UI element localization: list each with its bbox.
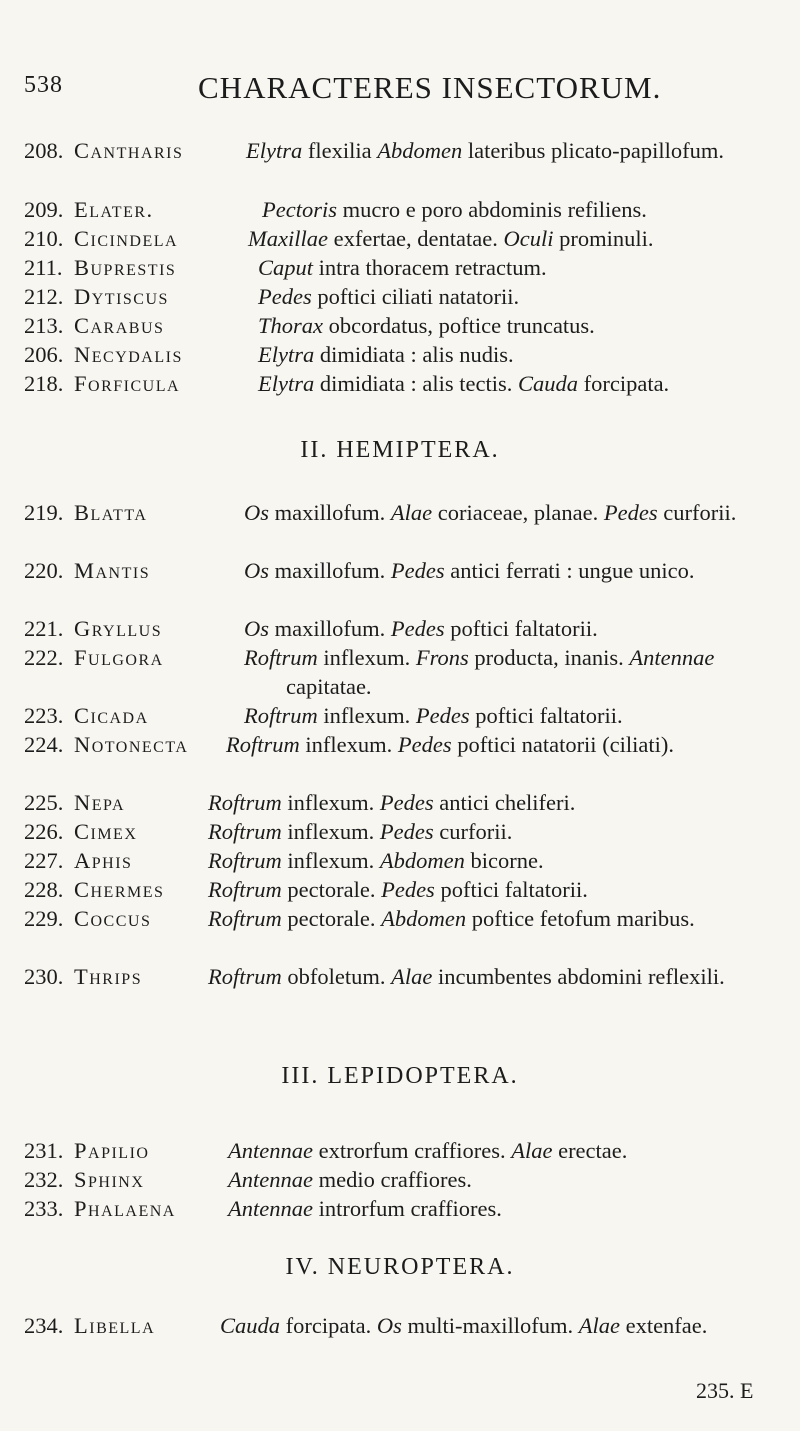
genus-name: Phalaena [74, 1196, 176, 1221]
genus-name: Papilio [74, 1138, 150, 1163]
entry-number: 209. [24, 197, 64, 222]
entry-description: Roftrum inflexum. Abdomen bicorne. [208, 848, 544, 873]
genus-name: Chermes [74, 877, 165, 902]
entry-number: 208. [24, 138, 64, 163]
entry-description: Cauda forcipata. Os multi-maxillofum. Alae extenfae. [220, 1313, 708, 1338]
genus-name: Dytiscus [74, 284, 169, 309]
entry-description: Roftrum obfoletum. Alae incumbentes abdomini reflexili. [208, 964, 725, 989]
entry-number: 211. [24, 255, 63, 280]
entry-description: Elytra dimidiata : alis tectis. Cauda forcipata. [258, 371, 670, 396]
entry-description: Roftrum pectorale. Abdomen poftice fetofum maribus. [208, 906, 695, 931]
entry-number: 219. [24, 500, 64, 525]
entry-number: 234. [24, 1313, 64, 1338]
genus-name: Blatta [74, 500, 148, 525]
genus-name: Buprestis [74, 255, 177, 280]
genus-name: Cimex [74, 819, 138, 844]
entry-description: Antennae introrfum craffiores. [228, 1196, 502, 1221]
genus-name: Cicindela [74, 226, 179, 251]
genus-name: Necydalis [74, 342, 183, 367]
entry-number: 212. [24, 284, 64, 309]
entry-number: 220. [24, 558, 64, 583]
genus-name: Thrips [74, 964, 143, 989]
entry-number: 221. [24, 616, 64, 641]
page-title: CHARACTERES INSECTORUM. [198, 70, 662, 105]
entry-number: 230. [24, 964, 64, 989]
entry-description: Roftrum pectorale. Pedes poftici faltatorii. [208, 877, 588, 902]
section-heading-hemiptera: II. HEMIPTERA. [300, 437, 500, 463]
entry-description: Caput intra thoracem retractum. [258, 255, 547, 280]
entry-description: Roftrum inflexum. Pedes antici cheliferi. [208, 790, 576, 815]
entry-description: Antennae medio craffiores. [228, 1167, 472, 1192]
page-number: 538 [24, 72, 63, 98]
entry-number: 206. [24, 342, 64, 367]
catchword-signature: 235. E [696, 1378, 754, 1403]
entry-number: 210. [24, 226, 64, 251]
entry-description: Elytra dimidiata : alis nudis. [258, 342, 514, 367]
section-heading-neuroptera: IV. NEUROPTERA. [285, 1254, 515, 1280]
entry-number: 218. [24, 371, 64, 396]
genus-name: Carabus [74, 313, 165, 338]
entry-description: Roftrum inflexum. Pedes poftici natatorii (ciliati). [226, 732, 675, 757]
genus-name: Sphinx [74, 1167, 145, 1192]
genus-name: Nepa [74, 790, 126, 815]
genus-name: Elater. [74, 197, 154, 222]
entry-number: 225. [24, 790, 64, 815]
entry-number: 222. [24, 645, 64, 670]
genus-name: Notonecta [74, 732, 189, 757]
genus-name: Mantis [74, 558, 151, 583]
running-head [24, 72, 790, 112]
entry-description: Antennae extrorfum craffiores. Alae erectae. [228, 1138, 628, 1163]
genus-name: Coccus [74, 906, 152, 931]
entry-number: 233. [24, 1196, 64, 1221]
entry-number: 224. [24, 732, 64, 757]
entry-description: Roftrum inflexum. Pedes poftici faltatorii. [244, 703, 623, 728]
entry-number: 213. [24, 313, 64, 338]
entry-description: Roftrum inflexum. Frons producta, inanis. Antennae capitatae. [244, 645, 715, 699]
entry-number: 231. [24, 1138, 64, 1163]
genus-name: Gryllus [74, 616, 163, 641]
entry-description: Thorax obcordatus, poftice truncatus. [258, 313, 595, 338]
entry-description: Maxillae exfertae, dentatae. Oculi prominuli. [248, 226, 654, 251]
entry-number: 228. [24, 877, 64, 902]
entry-number: 229. [24, 906, 64, 931]
entry-description: Pedes poftici ciliati natatorii. [258, 284, 520, 309]
genus-name: Cantharis [74, 138, 184, 163]
entry-number: 226. [24, 819, 64, 844]
genus-name: Aphis [74, 848, 133, 873]
genus-name: Libella [74, 1313, 156, 1338]
entry-description: Roftrum inflexum. Pedes curforii. [208, 819, 513, 844]
entry-number: 227. [24, 848, 64, 873]
entry-description: Os maxillofum. Alae coriaceae, planae. Pedes curforii. [244, 500, 737, 525]
genus-name: Forficula [74, 371, 181, 396]
genus-name: Fulgora [74, 645, 164, 670]
genus-name: Cicada [74, 703, 149, 728]
entry-number: 223. [24, 703, 64, 728]
entry-number: 232. [24, 1167, 64, 1192]
entry-description: Pectoris mucro e poro abdominis refiliens. [262, 197, 647, 222]
entry-description: Os maxillofum. Pedes antici ferrati : ungue unico. [244, 558, 695, 583]
section-heading-lepidoptera: III. LEPIDOPTERA. [281, 1063, 519, 1089]
entry-description: Os maxillofum. Pedes poftici faltatorii. [244, 616, 598, 641]
entry-description: Elytra flexilia Abdomen lateribus plicato-papillofum. [246, 138, 725, 163]
